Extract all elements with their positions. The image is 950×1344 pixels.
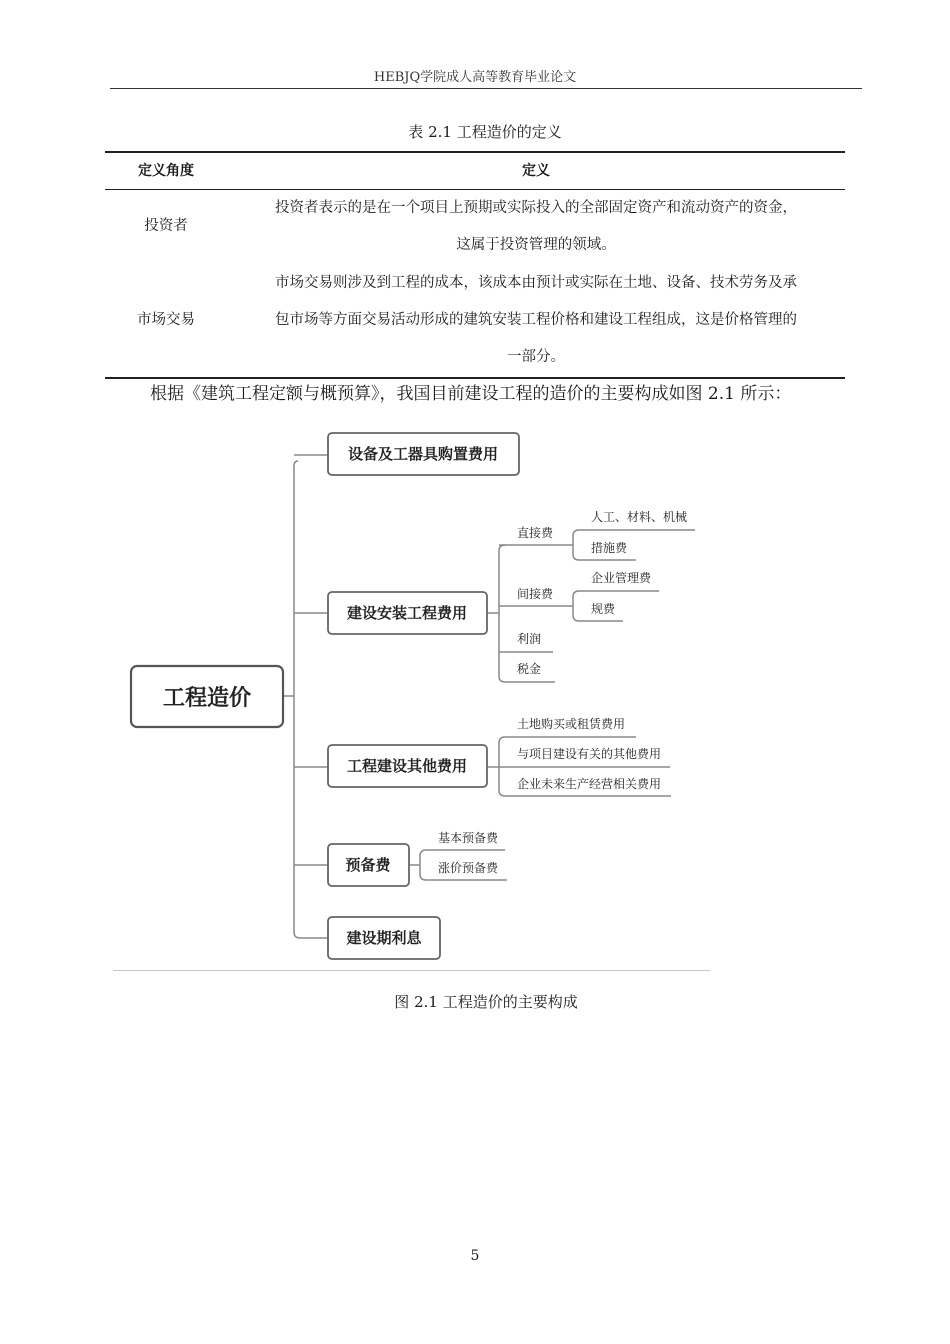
table-header-definition: 定义 [522, 163, 550, 179]
mindmap-root-label: 工程造价 [162, 686, 252, 711]
table-cell-line: 投资者表示的是在一个项目上预期或实际投入的全部固定资产和流动资产的资金， [275, 200, 797, 216]
mindmap-leaf-regulatory-fee: 规费 [591, 602, 616, 616]
mindmap-leaf-profit: 利润 [517, 632, 542, 646]
mindmap-leaf-project-related-cost: 与项目建设有关的其他费用 [517, 747, 662, 761]
mindmap-node-equipment-label: 设备及工器具购置费用 [347, 445, 499, 463]
page-header-title: HEBJQ学院成人高等教育毕业论文 [373, 70, 577, 85]
mindmap-leaf-land-cost: 土地购买或租赁费用 [517, 717, 626, 731]
mindmap-node-interest-label: 建设期利息 [346, 929, 422, 947]
mindmap-leaf-basic-reserve: 基本预备费 [438, 831, 499, 845]
connector [294, 461, 300, 938]
mindmap-leaf-measures-fee: 措施费 [591, 541, 628, 555]
table-cell-line: 市场交易则涉及到工程的成本，该成本由预计或实际在土地、设备、技术劳务及承 [275, 275, 797, 291]
mindmap-node-installation-label: 建设安装工程费用 [346, 604, 468, 622]
mindmap-leaf-future-operation-cost: 企业未来生产经营相关费用 [517, 777, 662, 791]
figure-bottom-rule [113, 970, 710, 971]
table-cell-line: 包市场等方面交易活动形成的建筑安装工程价格和建设工程组成，这是价格管理的 [275, 312, 797, 328]
table-caption: 表 2.1 工程造价的定义 [408, 123, 562, 141]
mindmap-leaf-management-fee: 企业管理费 [591, 571, 652, 585]
mindmap-node-reserve-label: 预备费 [345, 856, 391, 874]
table-cell-line: 这属于投资管理的领域。 [456, 237, 616, 253]
mindmap-leaf-tax: 税金 [517, 662, 542, 676]
mindmap-leaf-direct-cost: 直接费 [517, 526, 554, 540]
body-paragraph: 根据《建筑工程定额与概预算》，我国目前建设工程的造价的主要构成如图 2.1 所示： [150, 384, 792, 404]
page-number: 5 [470, 1248, 480, 1264]
table-cell-angle-investor: 投资者 [144, 218, 188, 234]
mindmap-leaf-price-reserve: 涨价预备费 [438, 861, 499, 875]
mindmap-leaf-indirect-cost: 间接费 [517, 587, 554, 601]
mindmap-node-other-costs-label: 工程建设其他费用 [346, 757, 468, 775]
mindmap-leaf-labor-material-machine: 人工、材料、机械 [591, 510, 688, 524]
figure-caption: 图 2.1 工程造价的主要构成 [394, 993, 578, 1011]
table-header-angle: 定义角度 [138, 163, 194, 179]
table-cell-angle-market: 市场交易 [137, 312, 195, 328]
table-cell-line: 一部分。 [507, 349, 565, 365]
